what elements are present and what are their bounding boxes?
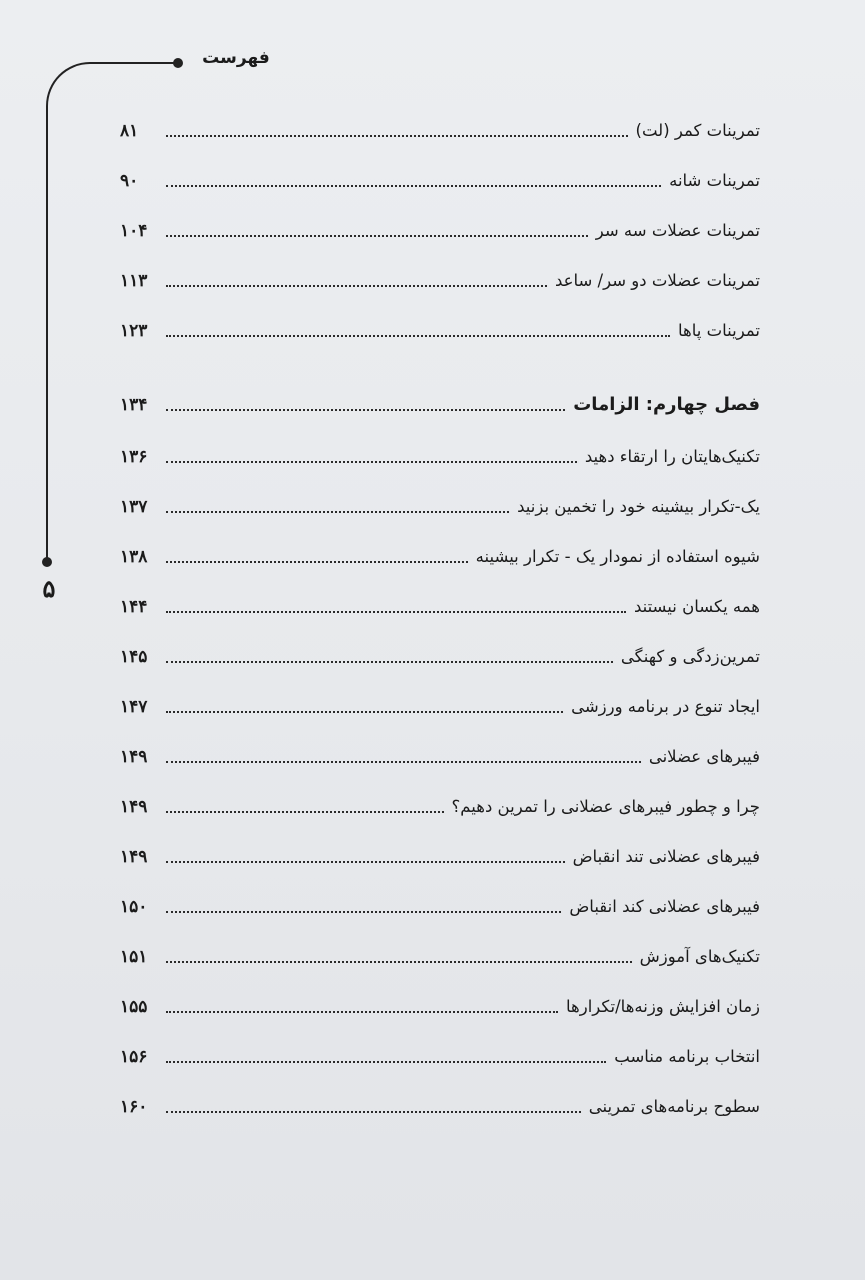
toc-entry — [120, 1034, 760, 1068]
entry-title: فیبرهای عضلانی کند انقباض — [569, 897, 760, 916]
dot-leader — [166, 911, 561, 913]
dot-leader — [166, 661, 613, 663]
entry-title: تکنیک‌های آموزش — [639, 947, 760, 966]
dot-leader — [166, 561, 468, 563]
toc-entry — [120, 784, 760, 818]
toc-entry — [120, 208, 760, 242]
entry-title: یک-تکرار بیشینه خود را تخمین بزنید — [517, 497, 760, 516]
entry-page: ۱۵۶ — [120, 1047, 148, 1067]
entry-title: تمرینات پاها — [678, 321, 760, 340]
toc-entry — [120, 534, 760, 568]
entry-page: ۱۳۷ — [120, 497, 148, 517]
chapter-title: فصل چهارم: الزامات — [573, 394, 760, 415]
toc-entry — [120, 484, 760, 518]
dot-leader — [166, 135, 628, 137]
entry-page: ۱۵۱ — [120, 947, 148, 967]
entry-page: ۱۴۵ — [120, 647, 148, 667]
dot-leader — [166, 185, 661, 187]
entry-page: ۱۱۳ — [120, 271, 148, 291]
entry-title: همه یکسان نیستند — [633, 597, 760, 616]
dot-leader — [166, 285, 547, 287]
entry-title: ایجاد تنوع در برنامه ورزشی — [571, 697, 760, 716]
dot-leader — [166, 1061, 606, 1063]
toc-entry — [120, 634, 760, 668]
dot-leader — [166, 1011, 558, 1013]
entry-page: ۱۵۰ — [120, 897, 148, 917]
entry-page: ۱۶۰ — [120, 1097, 148, 1117]
dot-leader — [166, 961, 632, 963]
toc-entry — [120, 884, 760, 918]
toc-chapter-entry — [120, 382, 760, 416]
running-header: فهرست — [202, 48, 270, 68]
dot-leader — [166, 335, 670, 337]
entry-page: ۱۴۹ — [120, 847, 148, 867]
toc-entry — [120, 934, 760, 968]
entry-page: ۱۴۷ — [120, 697, 148, 717]
dot-leader — [166, 711, 563, 713]
toc-entry — [120, 308, 760, 342]
entry-page: ۹۰ — [120, 171, 139, 191]
entry-title: تمرینات کمر (لت) — [635, 121, 760, 140]
dot-leader — [166, 611, 626, 613]
entry-page: ۱۴۹ — [120, 797, 148, 817]
toc-entry — [120, 258, 760, 292]
toc-entry — [120, 734, 760, 768]
entry-title: چرا و چطور فیبرهای عضلانی را تمرین دهیم؟ — [451, 797, 760, 816]
dot-leader — [166, 761, 641, 763]
toc-entry — [120, 158, 760, 192]
entry-title: سطوح برنامه‌های تمرینی — [588, 1097, 760, 1116]
toc-entry — [120, 834, 760, 868]
entry-title: تمرین‌زدگی و کهنگی — [620, 647, 760, 666]
dot-leader — [166, 511, 509, 513]
entry-title: زمان افزایش وزنه‌ها/تکرارها — [566, 997, 760, 1016]
toc-entry — [120, 108, 760, 142]
toc-entry — [120, 1084, 760, 1118]
rule-dot-top — [173, 58, 183, 68]
entry-page: ۱۳۸ — [120, 547, 148, 567]
dot-leader — [166, 1111, 581, 1113]
entry-page: ۱۰۴ — [120, 221, 148, 241]
rule-dot-bottom — [42, 557, 52, 567]
toc-entry — [120, 684, 760, 718]
entry-title: شیوه استفاده از نمودار یک - تکرار بیشینه — [475, 547, 760, 566]
entry-title: تکنیک‌هایتان را ارتقاء دهید — [584, 447, 760, 466]
entry-title: تمرینات عضلات سه سر — [595, 221, 760, 240]
dot-leader — [166, 461, 577, 463]
page-number: ۵ — [42, 574, 56, 603]
entry-title: فیبرهای عضلانی — [648, 747, 760, 766]
entry-title: انتخاب برنامه مناسب — [614, 1047, 760, 1066]
entry-title: فیبرهای عضلانی تند انقباض — [572, 847, 760, 866]
entry-page: ۸۱ — [120, 121, 139, 141]
entry-title: تمرینات عضلات دو سر/ ساعد — [554, 271, 760, 290]
dot-leader — [166, 235, 588, 237]
dot-leader — [166, 811, 444, 813]
toc-entry — [120, 984, 760, 1018]
dot-leader — [166, 409, 565, 411]
toc-entry — [120, 434, 760, 468]
entry-page: ۱۴۹ — [120, 747, 148, 767]
entry-page: ۱۳۴ — [120, 395, 148, 415]
dot-leader — [166, 861, 565, 863]
entry-title: تمرینات شانه — [669, 171, 760, 190]
entry-page: ۱۲۳ — [120, 321, 148, 341]
entry-page: ۱۴۴ — [120, 597, 148, 617]
toc-entry — [120, 584, 760, 618]
entry-page: ۱۵۵ — [120, 997, 148, 1017]
entry-page: ۱۳۶ — [120, 447, 148, 467]
